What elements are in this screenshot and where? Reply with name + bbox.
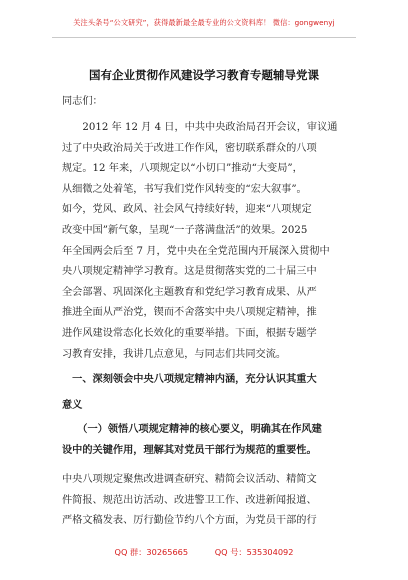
- qq-group-text: QQ 群：30265665: [114, 547, 189, 557]
- paragraph-2: [62, 470, 350, 532]
- subheading-1: [62, 419, 350, 460]
- footer-contacts: [0, 547, 408, 558]
- paragraph-line: 推进全面从严治党，锲而不舍落实中央八项规定精神，推: [62, 307, 317, 319]
- paragraph-line: 从细微之处着笔，书写我们党作风转变的“宏大叙事”。: [62, 183, 307, 195]
- paragraph-1: [62, 118, 350, 365]
- subheading-line: （一）领悟八项规定精神的核心要义，明确其在作风建: [62, 423, 322, 435]
- qq-number-text: QQ 号：535304092: [214, 547, 294, 557]
- header-divider: [52, 37, 356, 38]
- paragraph-line: 规定。12 年来，八项规定以“小切口”推动“大变局”，: [62, 163, 303, 175]
- section-heading-1-cont: 意义: [62, 399, 83, 411]
- paragraph-line: 过了中央政治局关于改进工作作风，密切联系群众的八项: [62, 142, 317, 154]
- header-notice: 关注头条号“公文研究”，获得最新最全最专业的公文资料库！ 微信：gongwenyj: [73, 18, 335, 27]
- paragraph-line: 2012 年 12 月 4 日，中共中央政治局召开会议，审议通: [62, 122, 338, 133]
- paragraph-line: 年全国两会后至 7 月，党中央在全党范围内开展深入贯彻中: [62, 245, 330, 257]
- paragraph-line: 习教育安排，我讲几点意见，与同志们共同交流。: [62, 348, 287, 360]
- paragraph-line: 全会部署、巩固深化主题教育和党纪学习教育成果、从严: [62, 286, 317, 298]
- section-heading-1: 一、深刻领会中央八项规定精神内涵，充分认识其重大: [62, 373, 317, 385]
- document-title: 国有企业贯彻作风建设学习教育专题辅导党课: [89, 68, 319, 82]
- paragraph-line: 中央八项规定聚焦改进调查研究、精简会议活动、精简文: [62, 474, 317, 485]
- subheading-line: 设中的关键作用，理解其对党员干部行为规范的重要性。: [62, 443, 317, 456]
- paragraph-line: 严格文稿发表、厉行勤俭节约八个方面，为党员干部的行: [62, 515, 317, 527]
- paragraph-line: 件简报、规范出访活动、改进警卫工作、改进新闻报道、: [62, 494, 317, 506]
- paragraph-line: 改变中国”新气象，呈现“一子落满盘活”的效果。2025: [62, 224, 308, 236]
- paragraph-line: 央八项规定精神学习教育。这是贯彻落实党的二十届三中: [62, 266, 317, 278]
- salutation: 同志们：: [62, 96, 103, 107]
- paragraph-line: 进作风建设常态化长效化的重要举措。下面，根据专题学: [62, 327, 317, 339]
- paragraph-line: 如今，党风、政风、社会风气持续好转，迎来“八项规定: [62, 204, 312, 216]
